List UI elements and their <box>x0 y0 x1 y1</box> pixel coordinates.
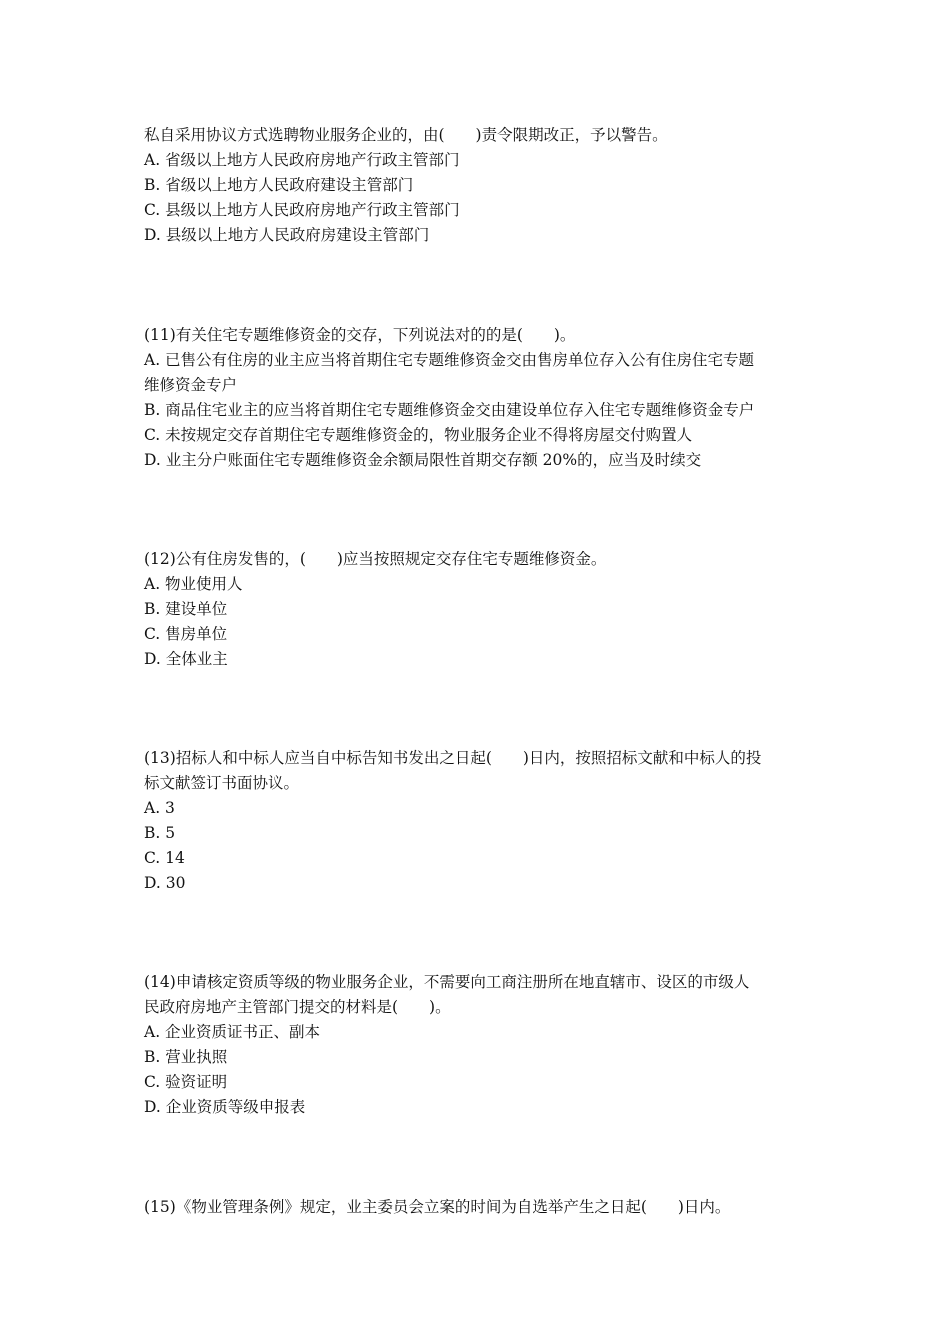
option-a: A. 企业资质证书正、副本 <box>144 1023 321 1041</box>
option-d: D. 业主分户账面住宅专题维修资金余额局限性首期交存额 20%的，应当及时续交 <box>144 451 702 469</box>
question-block-10 <box>144 123 814 248</box>
option-c: C. 14 <box>144 849 185 867</box>
question-block-11 <box>144 323 814 473</box>
option-b: B. 建设单位 <box>144 600 228 618</box>
option-c: C. 售房单位 <box>144 625 228 643</box>
option-b: B. 商品住宅业主的应当将首期住宅专题维修资金交由建设单位存入住宅专题维修资金专户 <box>144 401 755 419</box>
question-stem-continued: 标文献签订书面协议。 <box>144 774 300 792</box>
option-a: A. 省级以上地方人民政府房地产行政主管部门 <box>144 151 460 169</box>
option-a: A. 已售公有住房的业主应当将首期住宅专题维修资金交由售房单位存入公有住房住宅专题 <box>144 351 755 369</box>
option-d: D. 30 <box>144 874 186 892</box>
option-d: D. 企业资质等级申报表 <box>144 1098 306 1116</box>
question-stem: 私自采用协议方式选聘物业服务企业的，由( )责令限期改正，予以警告。 <box>144 126 668 144</box>
question-block-14 <box>144 970 814 1120</box>
question-stem: (13)招标人和中标人应当自中标告知书发出之日起( )日内，按照招标文献和中标人的投 <box>144 749 762 767</box>
option-b: B. 营业执照 <box>144 1048 228 1066</box>
question-stem: (15)《物业管理条例》规定，业主委员会立案的时间为自选举产生之日起( )日内。 <box>144 1198 731 1216</box>
option-c: C. 未按规定交存首期住宅专题维修资金的，物业服务企业不得将房屋交付购置人 <box>144 426 693 444</box>
question-block-12 <box>144 547 814 672</box>
question-stem-continued: 民政府房地产主管部门提交的材料是( )。 <box>144 998 451 1016</box>
option-c: C. 验资证明 <box>144 1073 228 1091</box>
option-a: A. 3 <box>144 799 175 817</box>
option-a: A. 物业使用人 <box>144 575 243 593</box>
option-d: D. 县级以上地方人民政府房建设主管部门 <box>144 226 430 244</box>
option-a-continued: 维修资金专户 <box>144 376 238 394</box>
option-d: D. 全体业主 <box>144 650 228 668</box>
question-block-13 <box>144 746 814 896</box>
question-stem: (12)公有住房发售的，( )应当按照规定交存住宅专题维修资金。 <box>144 550 607 568</box>
question-stem: (14)申请核定资质等级的物业服务企业，不需要向工商注册所在地直辖市、设区的市级人 <box>144 973 750 991</box>
option-c: C. 县级以上地方人民政府房地产行政主管部门 <box>144 201 460 219</box>
question-block-15 <box>144 1195 814 1220</box>
question-stem: (11)有关住宅专题维修资金的交存，下列说法对的的是( )。 <box>144 326 576 344</box>
option-b: B. 5 <box>144 824 176 842</box>
option-b: B. 省级以上地方人民政府建设主管部门 <box>144 176 414 194</box>
